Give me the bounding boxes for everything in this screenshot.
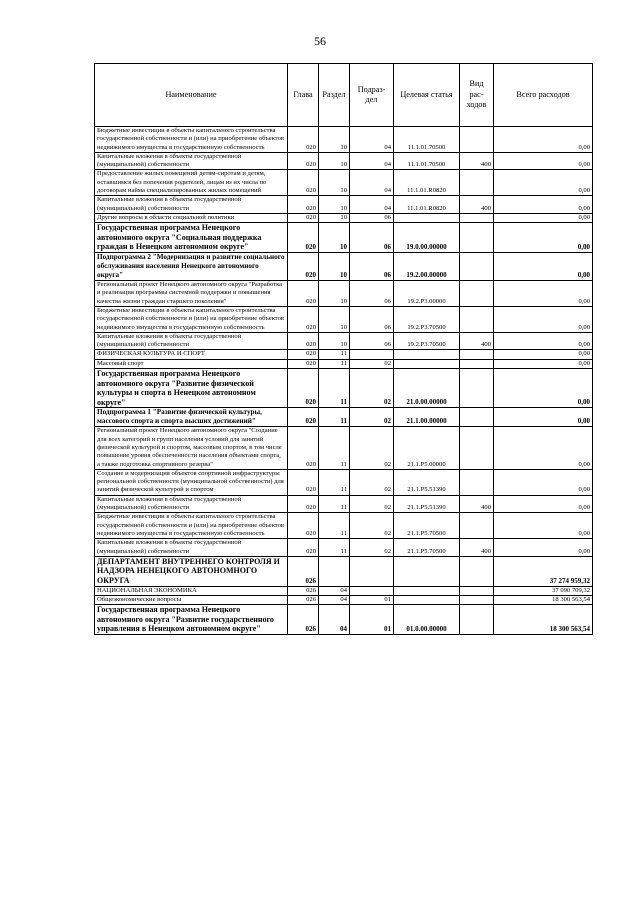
row-total: 0,00 — [494, 281, 593, 307]
row-total: 18 300 563,54 — [494, 595, 593, 604]
row-section: 10 — [319, 223, 350, 253]
row-section: 04 — [319, 586, 350, 595]
row-total: 0,00 — [494, 170, 593, 196]
row-total: 0,00 — [494, 350, 593, 359]
table-header-row — [95, 64, 593, 127]
row-chapter: 020 — [288, 350, 319, 359]
row-expense-type — [460, 350, 494, 359]
row-name: Подпрограмма 2 "Модернизация и развитие социального обслуживания населения Ненецкого автономного округа" — [95, 253, 288, 281]
row-name: Создание и модернизация объектов спортивной инфраструктуры региональной собственности (муниципальной собственности) для занятий физической культурой и спортом — [95, 469, 288, 495]
row-section: 10 — [319, 152, 350, 170]
row-expense-type — [460, 281, 494, 307]
table-row — [95, 152, 593, 170]
row-section: 10 — [319, 253, 350, 281]
row-section: 10 — [319, 127, 350, 153]
row-section: 11 — [319, 427, 350, 469]
row-section: 11 — [319, 350, 350, 359]
row-name: Массовый спорт — [95, 359, 288, 368]
row-chapter: 020 — [288, 281, 319, 307]
row-name: Бюджетные инвестиции в объекты капитального строительства государственной собственности и (или) на приобретение объектов недвижимого имущества в государственную собственность — [95, 306, 288, 332]
row-target: 21.0.00.00000 — [394, 369, 460, 408]
table-row — [95, 408, 593, 427]
row-chapter: 020 — [288, 427, 319, 469]
table-row — [95, 253, 593, 281]
row-subsection: 02 — [350, 469, 394, 495]
row-section: 04 — [319, 605, 350, 635]
row-subsection: 06 — [350, 213, 394, 222]
row-section: 11 — [319, 539, 350, 557]
row-total: 0,00 — [494, 213, 593, 222]
row-subsection: 06 — [350, 223, 394, 253]
row-chapter: 026 — [288, 605, 319, 635]
table-row — [95, 350, 593, 359]
row-chapter: 020 — [288, 332, 319, 350]
row-total: 0,00 — [494, 427, 593, 469]
row-expense-type — [460, 595, 494, 604]
row-expense-type — [460, 427, 494, 469]
row-name: Предоставление жилых помещений детям-сиротам и детям, оставшимся без попечения родителей, лицам из их числа по договорам найма специализированных жилых помещений — [95, 170, 288, 196]
row-target — [394, 359, 460, 368]
row-chapter: 020 — [288, 408, 319, 427]
row-target: 21.1.P5.00000 — [394, 427, 460, 469]
row-total: 0,00 — [494, 196, 593, 214]
row-chapter: 026 — [288, 556, 319, 586]
row-section: 11 — [319, 359, 350, 368]
header-name: Наименование — [95, 64, 288, 127]
table-row — [95, 223, 593, 253]
row-expense-type: 400 — [460, 539, 494, 557]
header-chapter: Глава — [288, 64, 319, 127]
row-subsection: 02 — [350, 427, 394, 469]
row-name: Бюджетные инвестиции в объекты капитального строительства государственной собственности и (или) на приобретение объектов недвижимого имущества в государственную собственность — [95, 513, 288, 539]
row-chapter: 020 — [288, 223, 319, 253]
row-target: 21.1.P5.51390 — [394, 469, 460, 495]
row-chapter: 020 — [288, 170, 319, 196]
row-total: 0,00 — [494, 152, 593, 170]
row-section: 10 — [319, 170, 350, 196]
row-expense-type: 400 — [460, 152, 494, 170]
row-total: 0,00 — [494, 369, 593, 408]
row-total: 37 274 959,32 — [494, 556, 593, 586]
row-expense-type — [460, 306, 494, 332]
row-total: 0,00 — [494, 127, 593, 153]
row-target — [394, 350, 460, 359]
row-name: Подпрограмма 1 "Развитие физической культуры, массового спорта и спорта высших достижений" — [95, 408, 288, 427]
row-subsection: 01 — [350, 595, 394, 604]
row-section: 10 — [319, 281, 350, 307]
row-expense-type: 400 — [460, 495, 494, 513]
row-target — [394, 595, 460, 604]
row-chapter: 020 — [288, 306, 319, 332]
page-number: 56 — [314, 34, 326, 48]
row-chapter: 020 — [288, 369, 319, 408]
row-target: 11.1.01.R0820 — [394, 196, 460, 214]
row-expense-type: 400 — [460, 196, 494, 214]
row-name: Общеэкономические вопросы — [95, 595, 288, 604]
row-name: Другие вопросы в области социальной политики — [95, 213, 288, 222]
row-target: 19.0.00.00000 — [394, 223, 460, 253]
row-subsection: 06 — [350, 253, 394, 281]
row-expense-type — [460, 556, 494, 586]
row-section: 11 — [319, 369, 350, 408]
row-chapter: 020 — [288, 253, 319, 281]
row-subsection: 06 — [350, 332, 394, 350]
row-subsection: 02 — [350, 359, 394, 368]
row-total: 37 090 709,32 — [494, 586, 593, 595]
row-subsection: 02 — [350, 495, 394, 513]
table-row — [95, 306, 593, 332]
row-total: 0,00 — [494, 253, 593, 281]
row-total: 0,00 — [494, 495, 593, 513]
row-name: ФИЗИЧЕСКАЯ КУЛЬТУРА И СПОРТ — [95, 350, 288, 359]
row-expense-type: 400 — [460, 332, 494, 350]
row-target: 19.2.P3.00000 — [394, 281, 460, 307]
table-row — [95, 539, 593, 557]
row-section: 10 — [319, 306, 350, 332]
table-row — [95, 595, 593, 604]
table-body — [95, 127, 593, 635]
row-subsection: 04 — [350, 127, 394, 153]
row-target: 19.2.P3.70500 — [394, 332, 460, 350]
row-total: 0,00 — [494, 359, 593, 368]
row-subsection: 04 — [350, 152, 394, 170]
row-subsection: 01 — [350, 605, 394, 635]
row-name: Государственная программа Ненецкого автономного округа "Социальная поддержка граждан в Ненецком автономном округе" — [95, 223, 288, 253]
row-expense-type — [460, 170, 494, 196]
row-subsection: 02 — [350, 408, 394, 427]
row-expense-type — [460, 359, 494, 368]
table-row — [95, 213, 593, 222]
row-target: 19.2.P3.70500 — [394, 306, 460, 332]
row-subsection: 02 — [350, 513, 394, 539]
row-subsection: 04 — [350, 196, 394, 214]
row-expense-type — [460, 127, 494, 153]
row-section: 11 — [319, 513, 350, 539]
row-total: 0,00 — [494, 469, 593, 495]
row-expense-type — [460, 408, 494, 427]
table-row — [95, 469, 593, 495]
row-total: 0,00 — [494, 408, 593, 427]
row-chapter: 020 — [288, 513, 319, 539]
row-expense-type — [460, 469, 494, 495]
row-chapter: 020 — [288, 539, 319, 557]
row-subsection — [350, 556, 394, 586]
row-name: Государственная программа Ненецкого автономного округа "Развитие государственного управления в Ненецком автономном округе" — [95, 605, 288, 635]
table-row — [95, 605, 593, 635]
row-section: 04 — [319, 595, 350, 604]
row-name: Капитальные вложения в объекты государственной (муниципальной) собственности — [95, 332, 288, 350]
row-chapter: 020 — [288, 127, 319, 153]
row-target — [394, 586, 460, 595]
row-target: 21.1.P5.70500 — [394, 539, 460, 557]
row-chapter: 020 — [288, 196, 319, 214]
row-section — [319, 556, 350, 586]
table-row — [95, 427, 593, 469]
row-expense-type — [460, 223, 494, 253]
row-name: Капитальные вложения в объекты государственной (муниципальной) собственности — [95, 495, 288, 513]
row-name: Капитальные вложения в объекты государственной (муниципальной) собственности — [95, 196, 288, 214]
row-subsection: 02 — [350, 369, 394, 408]
row-expense-type — [460, 605, 494, 635]
row-target — [394, 213, 460, 222]
table-row — [95, 369, 593, 408]
header-total: Всего расходов — [494, 64, 593, 127]
header-section: Раздел — [319, 64, 350, 127]
table-row — [95, 170, 593, 196]
row-subsection — [350, 350, 394, 359]
table-row — [95, 359, 593, 368]
row-target: 01.0.00.00000 — [394, 605, 460, 635]
row-expense-type — [460, 369, 494, 408]
header-subsection: Подраз-дел — [350, 64, 394, 127]
row-chapter: 020 — [288, 469, 319, 495]
row-chapter: 020 — [288, 213, 319, 222]
table-row — [95, 586, 593, 595]
row-target: 11.1.01.70500 — [394, 152, 460, 170]
table-row — [95, 332, 593, 350]
row-total: 0,00 — [494, 306, 593, 332]
table-row — [95, 196, 593, 214]
row-expense-type — [460, 213, 494, 222]
header-expense-type: Вид рас-ходов — [460, 64, 494, 127]
row-section: 11 — [319, 469, 350, 495]
row-chapter: 020 — [288, 359, 319, 368]
row-name: ДЕПАРТАМЕНТ ВНУТРЕННЕГО КОНТРОЛЯ И НАДЗОРА НЕНЕЦКОГО АВТОНОМНОГО ОКРУГА — [95, 556, 288, 586]
row-target: 21.1.P5.70500 — [394, 513, 460, 539]
row-target: 21.1.00.00000 — [394, 408, 460, 427]
table-row — [95, 495, 593, 513]
row-section: 10 — [319, 196, 350, 214]
row-total: 0,00 — [494, 513, 593, 539]
row-chapter: 026 — [288, 595, 319, 604]
row-section: 11 — [319, 408, 350, 427]
row-total: 0,00 — [494, 539, 593, 557]
row-subsection: 06 — [350, 306, 394, 332]
row-chapter: 020 — [288, 495, 319, 513]
header-target: Целевая статья — [394, 64, 460, 127]
row-name: Бюджетные инвестиции в объекты капитального строительства государственной собственности и (или) на приобретение объектов недвижимого имущества в государственную собственность — [95, 127, 288, 153]
table-row — [95, 281, 593, 307]
row-name: Капитальные вложения в объекты государственной (муниципальной) собственности — [95, 152, 288, 170]
row-chapter: 026 — [288, 586, 319, 595]
row-name: Государственная программа Ненецкого автономного округа "Развитие физической культуры и спорта в Ненецком автономном округе" — [95, 369, 288, 408]
row-section: 11 — [319, 495, 350, 513]
row-section: 10 — [319, 213, 350, 222]
row-target: 11.1.01.70500 — [394, 127, 460, 153]
row-subsection: 06 — [350, 281, 394, 307]
table-row — [95, 513, 593, 539]
row-total: 0,00 — [494, 332, 593, 350]
table-row — [95, 556, 593, 586]
row-subsection — [350, 586, 394, 595]
row-subsection: 02 — [350, 539, 394, 557]
row-subsection: 04 — [350, 170, 394, 196]
row-name: Региональный проект Ненецкого автономного округа "Разработка и реализация программы системной поддержки и повышения качества жизни граждан старшего поколения" — [95, 281, 288, 307]
row-target: 21.1.P5.51390 — [394, 495, 460, 513]
row-expense-type — [460, 253, 494, 281]
table-row — [95, 127, 593, 153]
row-expense-type — [460, 513, 494, 539]
row-name: Капитальные вложения в объекты государственной (муниципальной) собственности — [95, 539, 288, 557]
budget-table — [94, 63, 593, 635]
row-chapter: 020 — [288, 152, 319, 170]
row-name: Региональный проект Ненецкого автономного округа "Создание для всех категорий и групп населения условий для занятий физической культурой и спортом, массовым спортом, в том числе повышение уровня обеспеченности населения объектами спорта, а также подготовка спортивного резерва" — [95, 427, 288, 469]
row-target — [394, 556, 460, 586]
row-target: 19.2.00.00000 — [394, 253, 460, 281]
row-name: НАЦИОНАЛЬНАЯ ЭКОНОМИКА — [95, 586, 288, 595]
row-expense-type — [460, 586, 494, 595]
row-target: 11.1.01.R0820 — [394, 170, 460, 196]
row-total: 18 300 563,54 — [494, 605, 593, 635]
row-section: 10 — [319, 332, 350, 350]
row-total: 0,00 — [494, 223, 593, 253]
